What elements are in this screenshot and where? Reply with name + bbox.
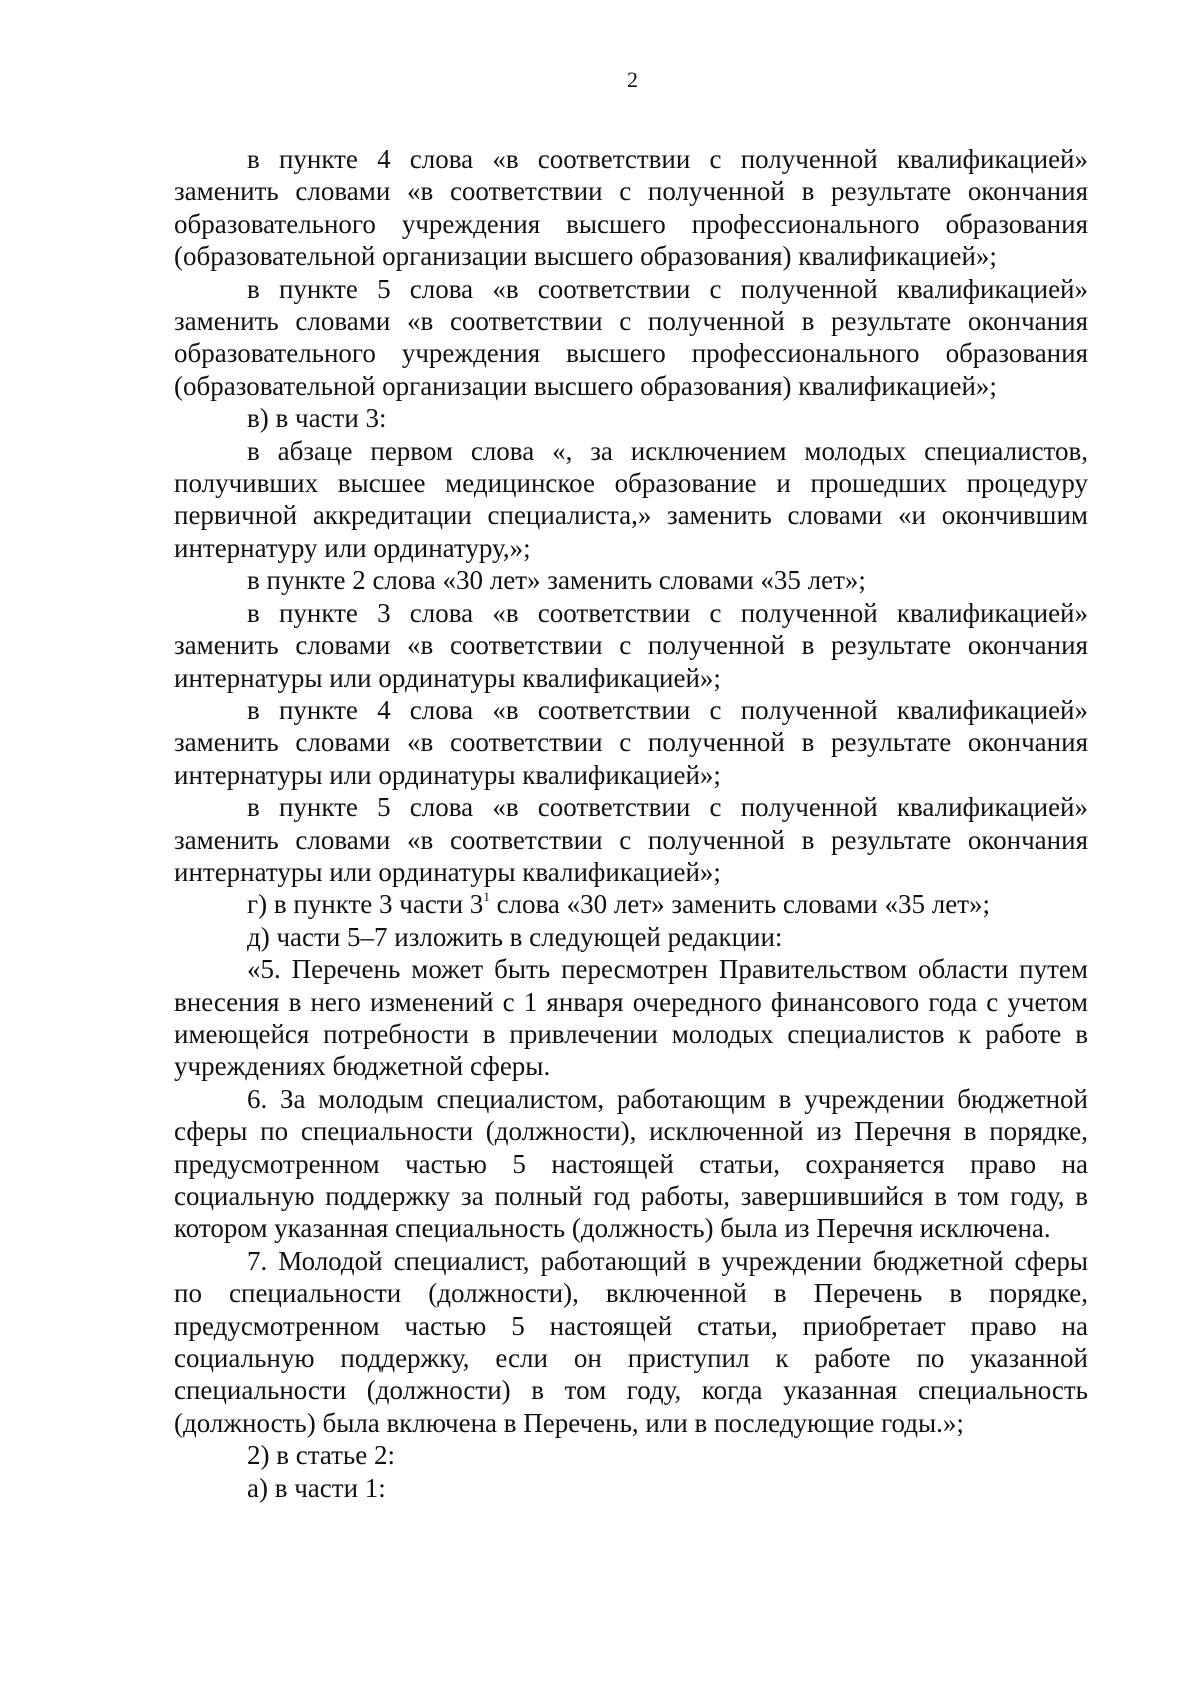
paragraph-parts-5-7-heading: д) части 5–7 изложить в следующей редакции: [247, 921, 783, 952]
paragraph-part-5: «5. Перечень может быть пересмотрен Правительством области путем внесения в него изменений с 1 января очередного финансового года с учетом имеющейся потребности в привлечении молодых специалистов к работе в учреждениях бюджетной сферы. [174, 954, 1088, 1082]
paragraph-part-1-heading: а) в части 1: [247, 1472, 386, 1503]
superscript-marker: 1 [483, 889, 490, 905]
paragraph-part-7: 7. Молодой специалист, работающий в учреждении бюджетной сферы по специальности (должности), включенной в Перечень в порядке, предусмотренном частью 5 настоящей статьи, приобретает право на социальную поддержку, если он приступил к работе по указанной специальности (должности) в том году, когда указанная специальность (должность) была включена в Перечень, или в последующие годы.»; [174, 1245, 1088, 1438]
paragraph-item-4-kvalifikaciya: в пункте 4 слова «в соответствии с полученной квалификацией» заменить словами «в соответствии с полученной в результате окончания образовательного учреждения высшего профессионального образования (образовательной организации высшего образования) квалификацией»; [174, 144, 1088, 272]
paragraph-g-text-after: слова «30 лет» заменить словами «35 лет»; [489, 889, 991, 920]
paragraph-item-4-internatura: в пункте 4 слова «в соответствии с полученной квалификацией» заменить словами «в соответствии с полученной в результате окончания интернатуры или ординатуры квалификацией»; [174, 694, 1088, 790]
paragraph-article-2-heading: 2) в статье 2: [247, 1440, 395, 1471]
paragraph-g-text-before: г) в пункте 3 части 3 [247, 889, 484, 920]
paragraph-part-6: 6. За молодым специалистом, работающим в учреждении бюджетной сферы по специальности (должности), исключенной из Перечня в порядке, предусмотренном частью 5 настоящей статьи, сохраняется право на социальную поддержку за полный год работы, завершившийся в том году, в котором указанная специальность (должность) была из Перечня исключена. [174, 1083, 1088, 1244]
paragraph-first-abzac: в абзаце первом слова «, за исключением молодых специалистов, получивших высшее медицинское образование и прошедших процедуру первичной аккредитации специалиста,» заменить словами «и окончившим интернатуру или ординатуру,»; [174, 435, 1088, 563]
document-body [174, 143, 1088, 1504]
paragraph-part-3-heading: в) в части 3: [247, 403, 387, 434]
paragraph-item-5-kvalifikaciya: в пункте 5 слова «в соответствии с полученной квалификацией» заменить словами «в соответствии с полученной в результате окончания образовательного учреждения высшего профессионального образования (образовательной организации высшего образования) квалификацией»; [174, 273, 1088, 401]
page-number: 2 [627, 67, 638, 92]
paragraph-part-3-1-age [174, 888, 1088, 920]
paragraph-item-2-age: в пункте 2 слова «30 лет» заменить словами «35 лет»; [247, 565, 866, 596]
paragraph-item-5-internatura: в пункте 5 слова «в соответствии с полученной квалификацией» заменить словами «в соответствии с полученной в результате окончания интернатуры или ординатуры квалификацией»; [174, 792, 1088, 887]
paragraph-item-3-internatura: в пункте 3 слова «в соответствии с полученной квалификацией» заменить словами «в соответствии с полученной в результате окончания интернатуры или ординатуры квалификацией»; [174, 597, 1088, 693]
